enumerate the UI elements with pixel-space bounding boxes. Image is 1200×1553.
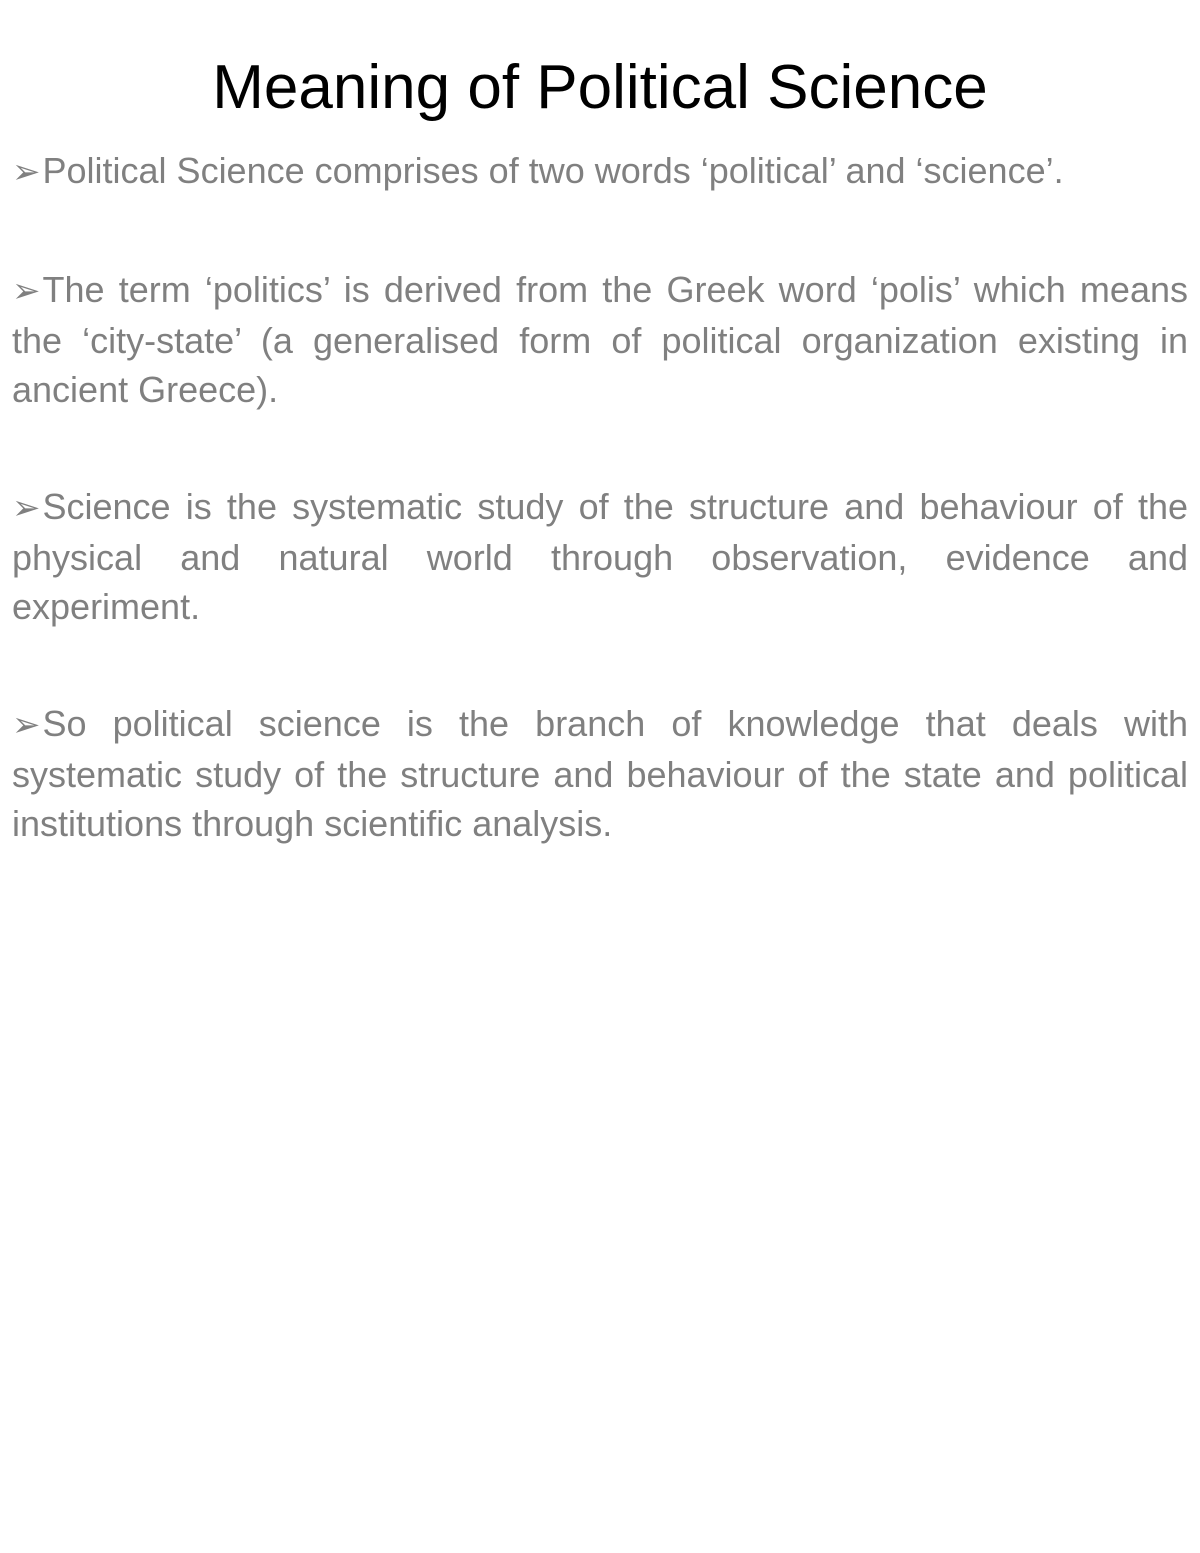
arrow-bullet-icon: ➢	[12, 152, 41, 192]
bullet-text-1: Political Science comprises of two words ‘political’ and ‘science’.	[42, 150, 1064, 191]
bullet-item-3	[12, 482, 1188, 631]
bullet-text-4: So political science is the branch of knowledge that deals with systematic study of the structure and behaviour of the state and political institutions through scientific analysis.	[12, 703, 1188, 844]
bullet-list	[12, 146, 1188, 848]
bullet-item-1	[12, 146, 1188, 197]
bullet-text-2: The term ‘politics’ is derived from the Greek word ‘polis’ which means the ‘city-state’ (a generalised form of political organization existing in ancient Greece).	[12, 269, 1188, 410]
arrow-bullet-icon: ➢	[12, 271, 41, 311]
bullet-item-4	[12, 699, 1188, 848]
arrow-bullet-icon: ➢	[12, 705, 41, 745]
slide-title: Meaning of Political Science	[212, 53, 988, 122]
arrow-bullet-icon: ➢	[12, 488, 41, 528]
bullet-text-3: Science is the systematic study of the structure and behaviour of the physical and natural world through observation, evidence and experiment.	[12, 486, 1188, 627]
bullet-item-2	[12, 265, 1188, 414]
